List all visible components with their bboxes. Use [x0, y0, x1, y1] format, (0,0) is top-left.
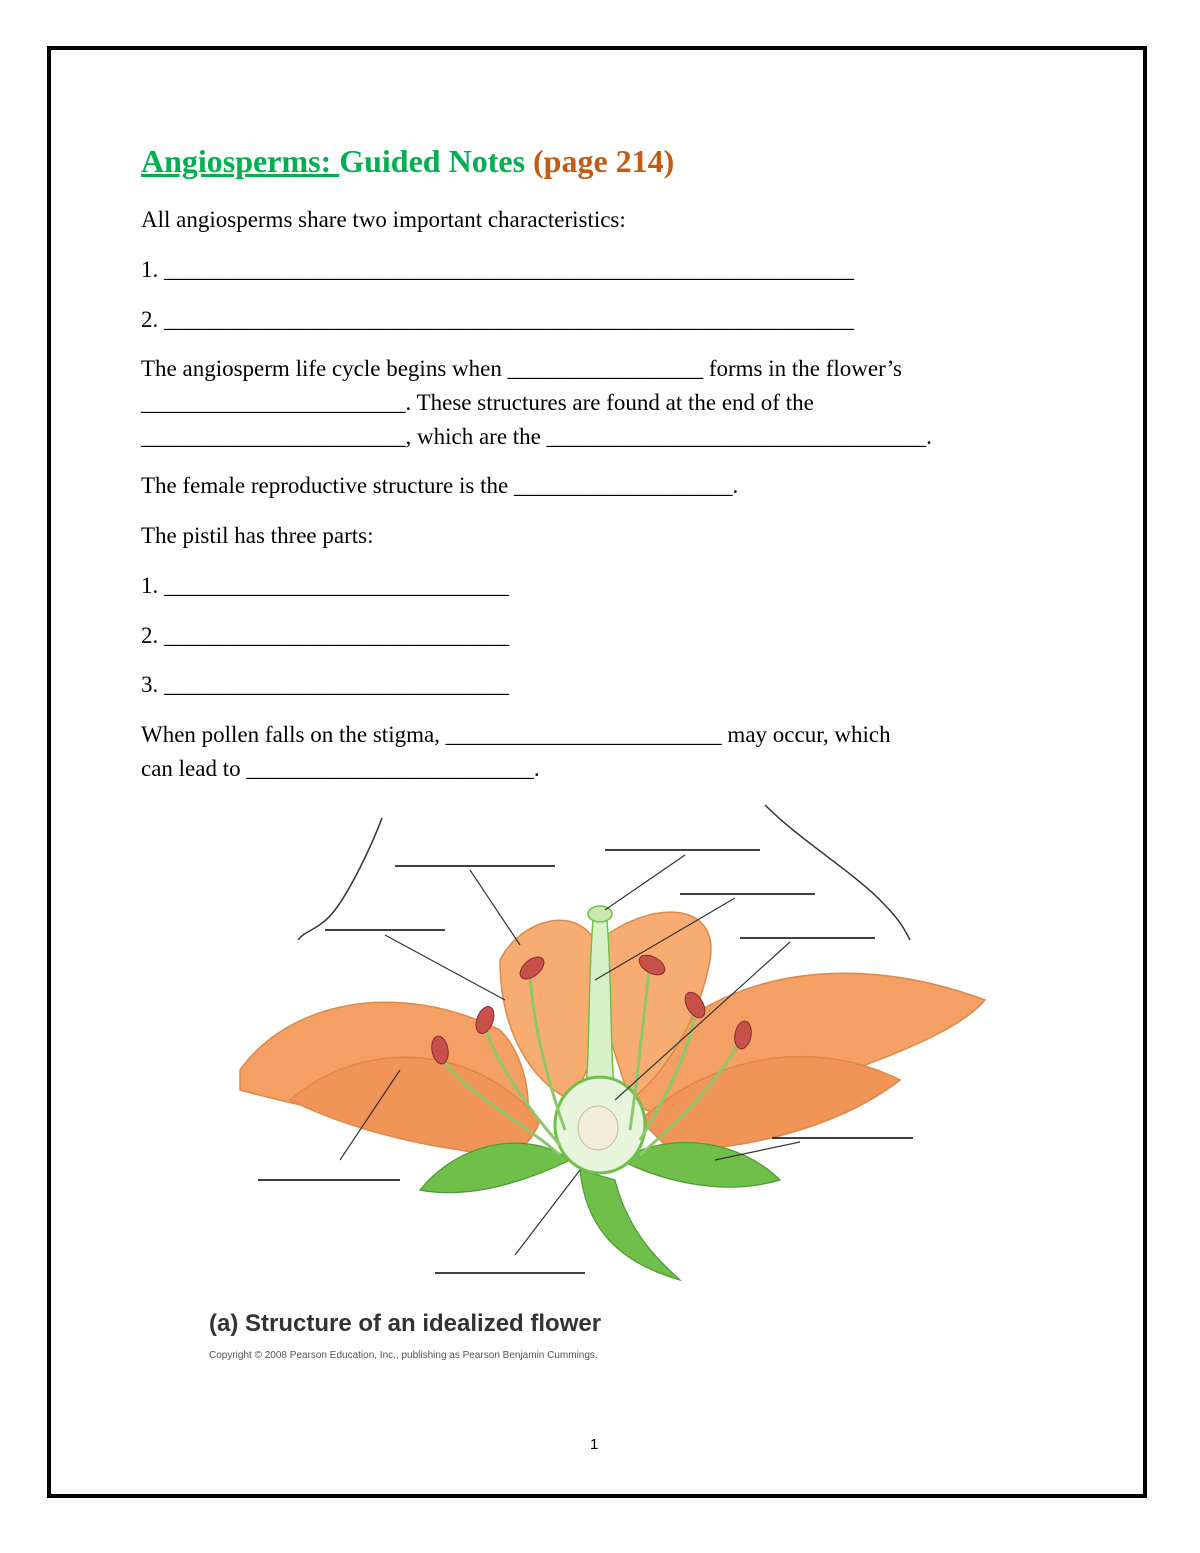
stigma	[588, 906, 612, 922]
sepal-right	[620, 1143, 780, 1187]
pollination-line-1: When pollen falls on the stigma, ________________________ may occur, which	[141, 722, 891, 747]
female-structure-line: The female reproductive structure is the ___________________.	[141, 473, 739, 498]
life-cycle-line-2: _______________________. These structures are found at the end of the	[141, 390, 814, 415]
title-topic: Angiosperms:	[141, 143, 340, 179]
pistil-part-blank-2: 2. ______________________________	[141, 623, 509, 648]
bracket-right	[765, 805, 910, 940]
life-cycle-line-1: The angiosperm life cycle begins when _________________ forms in the flower’s	[141, 356, 902, 381]
page-number: 1	[590, 1436, 599, 1453]
bracket-left	[298, 818, 382, 940]
figure-copyright: Copyright © 2008 Pearson Education, Inc., publishing as Pearson Benjamin Cummings.	[209, 1350, 598, 1361]
pistil-parts-heading: The pistil has three parts:	[141, 523, 374, 548]
life-cycle-line-3: _______________________, which are the _________________________________.	[141, 424, 932, 449]
title-subtitle: Guided Notes	[339, 143, 534, 179]
flower-diagram	[200, 800, 1000, 1370]
stem	[580, 1170, 680, 1280]
sepal-left	[420, 1143, 570, 1193]
pollination-line-2: can lead to _________________________.	[141, 756, 540, 781]
title-page-ref: (page 214)	[533, 143, 675, 179]
ovule	[578, 1106, 618, 1150]
pistil-part-blank-3: 3. ______________________________	[141, 672, 509, 697]
pistil-part-blank-1: 1. ______________________________	[141, 573, 509, 598]
characteristic-blank-1: 1. ____________________________________________________________	[141, 257, 854, 282]
page-title	[141, 143, 674, 180]
figure-caption: (a) Structure of an idealized flower	[209, 1310, 602, 1337]
characteristic-blank-2: 2. ____________________________________________________________	[141, 307, 854, 332]
intro-line: All angiosperms share two important characteristics:	[141, 207, 626, 232]
